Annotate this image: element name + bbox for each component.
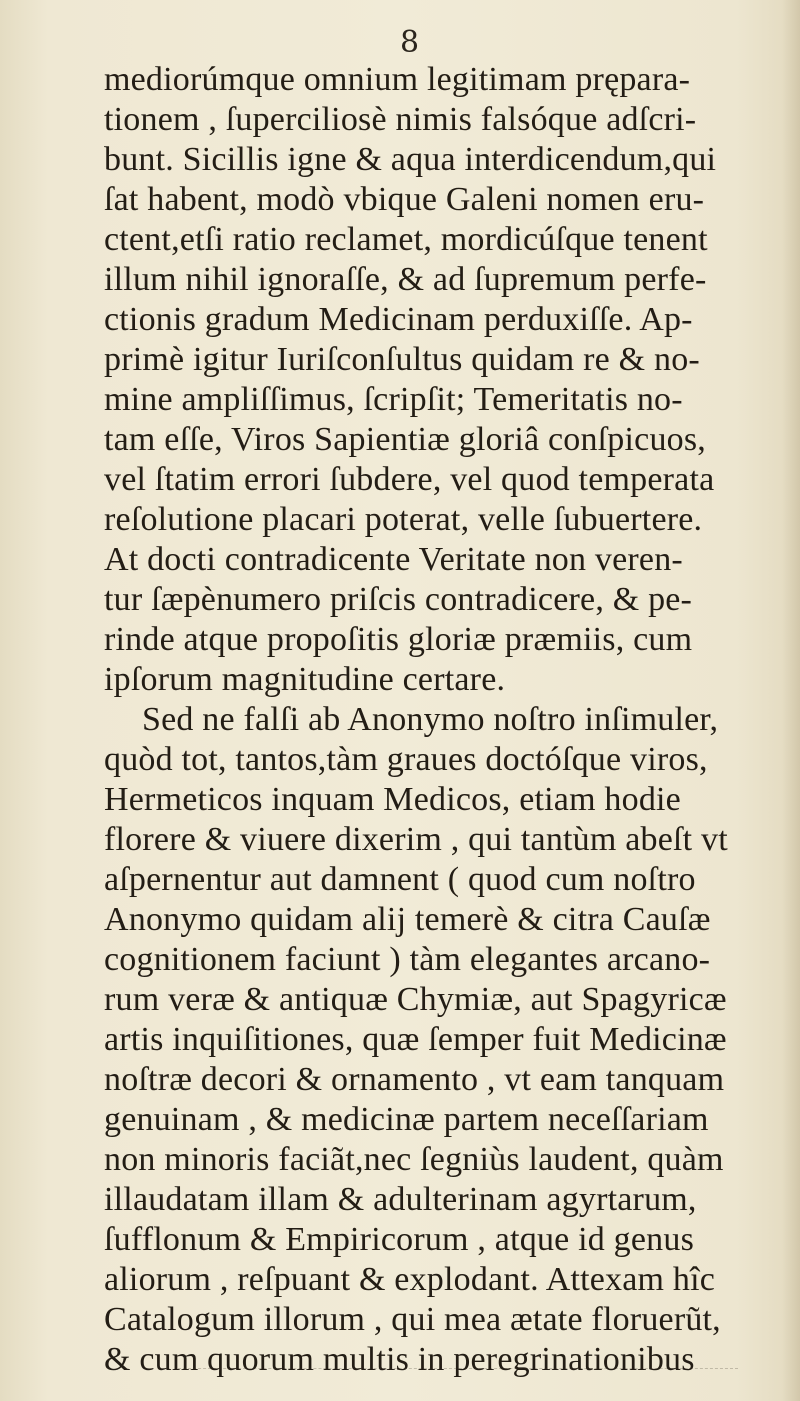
text-line: noſtræ decori & ornamento , vt eam tanquam — [104, 1061, 725, 1098]
bottom-print-smudge — [178, 1368, 738, 1381]
text-line: ſat habent, modò vbique Galeni nomen eru- — [104, 181, 705, 218]
text-line: quòd tot, tantos,tàm graues doctóſque viros, — [104, 741, 708, 778]
text-line: aliorum , reſpuant & explodant. Attexam hîc — [104, 1261, 716, 1298]
text-line: mine ampliſſimus, ſcripſit; Temeritatis no- — [104, 381, 683, 418]
text-line: bunt. Sicillis igne & aqua interdicendum,qui — [104, 141, 717, 178]
text-line: ctionis gradum Medicinam perduxiſſe. Ap- — [104, 301, 693, 338]
text-line: Catalogum illorum , qui mea ætate floruerũt, — [104, 1301, 721, 1338]
text-line: artis inquiſitiones, quæ ſemper fuit Medicinæ — [104, 1021, 727, 1058]
text-line: cognitionem faciunt ) tàm elegantes arcano- — [104, 941, 711, 978]
text-line: & cum quorum multis in peregrinationibus — [104, 1341, 695, 1378]
text-line: rum veræ & antiquæ Chymiæ, aut Spagyricæ — [104, 981, 727, 1018]
text-line: Anonymo quidam alij temerè & citra Cauſæ — [104, 901, 711, 938]
text-line: tam eſſe, Viros Sapientiæ gloriâ conſpicuos, — [104, 421, 706, 458]
text-line: mediorúmque omnium legitimam prępara- — [104, 61, 691, 98]
text-line: reſolutione placari poterat, velle ſubuertere. — [104, 501, 703, 538]
text-line: non minoris faciãt,nec ſegniùs laudent, quàm — [104, 1141, 724, 1178]
text-line: tionem , ſuperciliosè nimis falsóque adſcri- — [104, 101, 697, 138]
text-line: florere & viuere dixerim , qui tantùm abeſt vt — [104, 821, 728, 858]
text-line: ctent,etſi ratio reclamet, mordicúſque tenent — [104, 221, 708, 258]
text-line: ſufflonum & Empiricorum , atque id genus — [104, 1221, 695, 1258]
text-line: Hermeticos inquam Medicos, etiam hodie — [104, 781, 681, 818]
text-line-paragraph-start: Sed ne falſi ab Anonymo noſtro inſimuler, — [142, 701, 719, 738]
text-line: tur ſæpènumero priſcis contradicere, & pe- — [104, 581, 693, 618]
text-line: aſpernentur aut damnent ( quod cum noſtro — [104, 861, 696, 898]
text-line: primè igitur Iuriſconſultus quidam re & no- — [104, 341, 700, 378]
page-number: 8 — [400, 25, 420, 60]
text-line: illum nihil ignoraſſe, & ad ſupremum perfe- — [104, 261, 707, 298]
body-text — [104, 60, 794, 1380]
text-line: illaudatam illam & adulterinam agyrtarum, — [104, 1181, 697, 1218]
text-line: genuinam , & medicinæ partem neceſſariam — [104, 1101, 709, 1138]
text-line: rinde atque propoſitis gloriæ præmiis, cum — [104, 621, 693, 658]
text-line: vel ſtatim errori ſubdere, vel quod temperata — [104, 461, 715, 498]
text-line: ipſorum magnitudine certare. — [104, 661, 506, 698]
text-line: At docti contradicente Veritate non veren- — [104, 541, 683, 578]
